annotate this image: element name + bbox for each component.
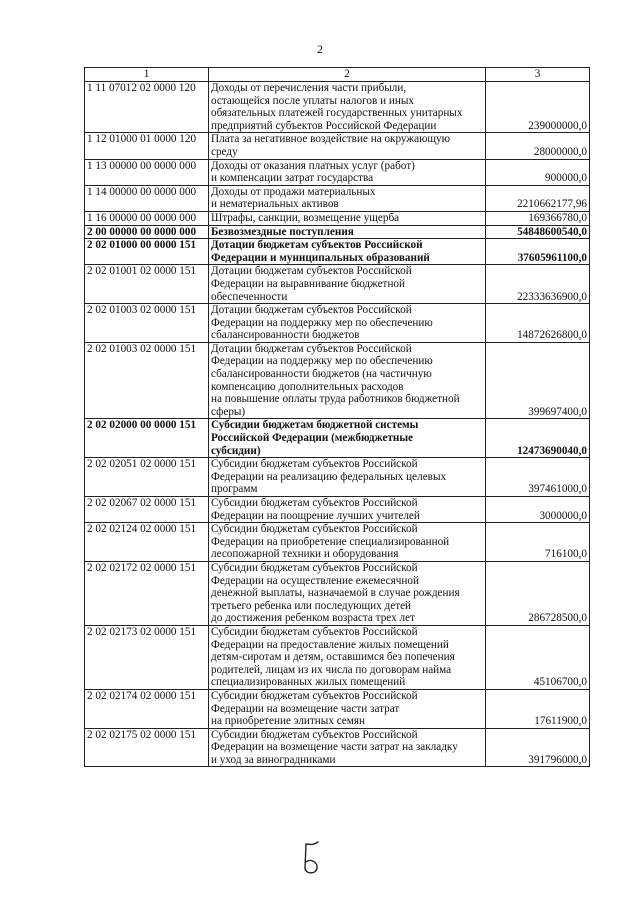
table-row	[85, 458, 590, 497]
row-code: 2 00 00000 00 0000 000	[85, 225, 209, 239]
table-row	[85, 133, 590, 159]
row-amount: 17611900,0	[486, 689, 590, 728]
row-amount: 399697400,0	[486, 342, 590, 419]
row-code: 2 02 01000 00 0000 151	[85, 239, 209, 265]
header-col-2: 2	[209, 68, 486, 82]
table-header-row	[85, 68, 590, 82]
row-name: Субсидии бюджетам субъектов Российской Федерации на реализацию федеральных целевых программ	[209, 458, 486, 497]
row-amount: 54848600540,0	[486, 225, 590, 239]
row-amount: 45106700,0	[486, 625, 590, 689]
table-row	[85, 497, 590, 523]
row-name: Субсидии бюджетам субъектов Российской Федерации на поощрение лучших учителей	[209, 497, 486, 523]
row-name: Субсидии бюджетам субъектов Российской Федерации на возмещение части затрат на закладку и уход за виноградниками	[209, 728, 486, 767]
row-code: 2 02 02172 02 0000 151	[85, 561, 209, 625]
row-name: Субсидии бюджетам бюджетной системы Российской Федерации (межбюджетные субсидии)	[209, 419, 486, 458]
row-name: Доходы от перечисления части прибыли, остающейся после уплаты налогов и иных обязательных платежей государственных унитарных предприятий субъектов Российской Федерации	[209, 82, 486, 133]
header-col-3: 3	[486, 68, 590, 82]
row-amount: 716100,0	[486, 523, 590, 562]
row-name: Доходы от оказания платных услуг (работ) и компенсации затрат государства	[209, 159, 486, 185]
row-code: 1 14 00000 00 0000 000	[85, 185, 209, 211]
row-amount: 900000,0	[486, 159, 590, 185]
row-name: Плата за негативное воздействие на окружающую среду	[209, 133, 486, 159]
row-code: 1 13 00000 00 0000 000	[85, 159, 209, 185]
row-name: Штрафы, санкции, возмещение ущерба	[209, 211, 486, 225]
row-amount: 12473690040,0	[486, 419, 590, 458]
row-code: 1 16 00000 00 0000 000	[85, 211, 209, 225]
table-row	[85, 304, 590, 343]
row-name: Дотации бюджетам субъектов Российской Федерации на поддержку мер по обеспечению сбалансированности бюджетов (на частичную компенсацию дополнительных расходов на повышение оплаты труда работников бюджетной сферы)	[209, 342, 486, 419]
row-name: Субсидии бюджетам субъектов Российской Федерации на возмещение части затрат на приобретение элитных семян	[209, 689, 486, 728]
row-code: 2 02 02175 02 0000 151	[85, 728, 209, 767]
table-row	[85, 625, 590, 689]
row-amount: 391796000,0	[486, 728, 590, 767]
row-name: Дотации бюджетам субъектов Российской Федерации и муниципальных образований	[209, 239, 486, 265]
row-code: 2 02 02174 02 0000 151	[85, 689, 209, 728]
row-name: Дотации бюджетам субъектов Российской Федерации на выравнивание бюджетной обеспеченности	[209, 265, 486, 304]
table-row	[85, 728, 590, 767]
table-row	[85, 689, 590, 728]
row-amount: 28000000,0	[486, 133, 590, 159]
row-amount: 37605961100,0	[486, 239, 590, 265]
table-row	[85, 342, 590, 419]
row-code: 2 02 02124 02 0000 151	[85, 523, 209, 562]
table-row	[85, 239, 590, 265]
table-row	[85, 185, 590, 211]
row-name: Субсидии бюджетам субъектов Российской Федерации на приобретение специализированной лесопожарной техники и оборудования	[209, 523, 486, 562]
row-code: 2 02 02000 00 0000 151	[85, 419, 209, 458]
table-row	[85, 225, 590, 239]
row-code: 2 02 02067 02 0000 151	[85, 497, 209, 523]
table-row	[85, 265, 590, 304]
row-name: Субсидии бюджетам субъектов Российской Федерации на предоставление жилых помещений детям-сиротам и детям, оставшимся без попечения родителей, лицам из их числа по договорам найма специализированных жилых помещений	[209, 625, 486, 689]
table-row	[85, 82, 590, 133]
table-row	[85, 211, 590, 225]
row-amount: 3000000,0	[486, 497, 590, 523]
row-code: 1 11 07012 02 0000 120	[85, 82, 209, 133]
row-code: 2 02 02173 02 0000 151	[85, 625, 209, 689]
row-amount: 2210662177,96	[486, 185, 590, 211]
row-code: 1 12 01000 01 0000 120	[85, 133, 209, 159]
row-code: 2 02 01003 02 0000 151	[85, 342, 209, 419]
row-name: Дотации бюджетам субъектов Российской Федерации на поддержку мер по обеспечению сбалансированности бюджетов	[209, 304, 486, 343]
row-name: Безвозмездные поступления	[209, 225, 486, 239]
handwritten-mark	[298, 838, 328, 883]
page-number: 2	[317, 42, 323, 56]
row-name: Доходы от продажи материальных и нематериальных активов	[209, 185, 486, 211]
table-row	[85, 419, 590, 458]
budget-table	[84, 67, 590, 767]
row-amount: 397461000,0	[486, 458, 590, 497]
row-amount: 286728500,0	[486, 561, 590, 625]
table-row	[85, 561, 590, 625]
row-amount: 239000000,0	[486, 82, 590, 133]
table-row	[85, 159, 590, 185]
row-amount: 14872626800,0	[486, 304, 590, 343]
row-name: Субсидии бюджетам субъектов Российской Федерации на осуществление ежемесячной денежной выплаты, назначаемой в случае рождения третьего ребенка или последующих детей до достижения ребенком возраста трех лет	[209, 561, 486, 625]
table-row	[85, 523, 590, 562]
row-code: 2 02 02051 02 0000 151	[85, 458, 209, 497]
row-code: 2 02 01001 02 0000 151	[85, 265, 209, 304]
row-amount: 169366780,0	[486, 211, 590, 225]
row-code: 2 02 01003 02 0000 151	[85, 304, 209, 343]
row-amount: 22333636900,0	[486, 265, 590, 304]
header-col-1: 1	[85, 68, 209, 82]
